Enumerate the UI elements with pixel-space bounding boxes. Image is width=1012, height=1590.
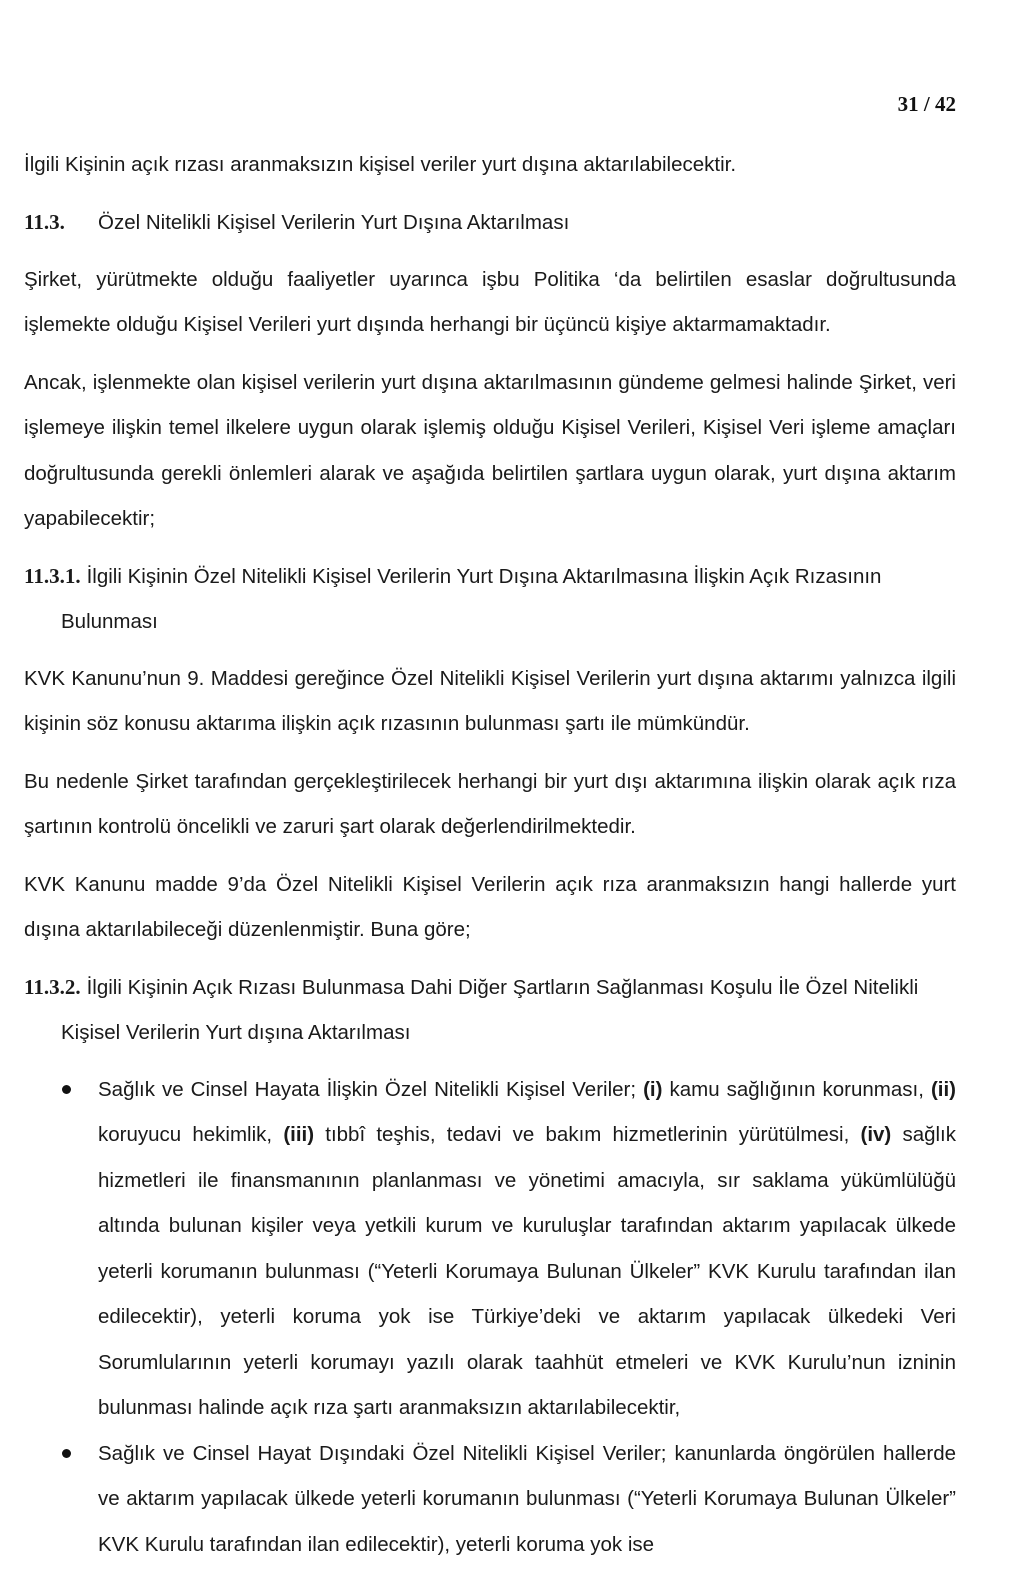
paragraph-article-9: KVK Kanunu’nun 9. Maddesi gereğince Özel Nitelikli Kişisel Verilerin yurt dışına aktarımı yalnızca ilgili kişinin söz konusu aktarıma ilişkin açık rızasının bulunması şartı ile mümkündür. <box>24 666 956 735</box>
bullet-text: koruyucu hekimlik, <box>98 1123 284 1146</box>
section-heading-11-3-1 <box>24 554 956 644</box>
roman-numeral: (i) <box>643 1077 663 1101</box>
roman-numeral: (ii) <box>930 1077 956 1101</box>
section-heading-11-3-2 <box>24 965 956 1055</box>
roman-numeral: (iii) <box>283 1123 315 1146</box>
paragraph-company-policy: Şirket, yürütmekte olduğu faaliyetler uyarınca işbu Politika ‘da belirtilen esaslar doğrultusunda işlemekte olduğu Kişisel Verileri yurt dışında herhangi bir üçüncü kişiye aktarmamaktadır. <box>24 267 956 336</box>
bullet-text: kamu sağlığının korunması, <box>662 1077 931 1101</box>
bullet-icon <box>62 1085 71 1094</box>
section-number: 11.3.1. <box>24 563 81 588</box>
paragraph-consent-priority: Bu nedenle Şirket tarafından gerçekleştirilecek herhangi bir yurt dışı aktarımına ilişkin olarak açık rıza şartının kontrolü öncelikli ve zaruri şart olarak değerlendirilmektedir. <box>24 769 956 838</box>
bullet-text: tıbbî teşhis, tedavi ve bakım hizmetlerinin yürütülmesi, <box>314 1123 861 1146</box>
section-title: İlgili Kişinin Açık Rızası Bulunmasa Dahi Diğer Şartların Sağlanması Koşulu İle Özel Nitelikli Kişisel Verilerin Yurt dışına Aktarılması <box>61 975 919 1044</box>
section-title: Özel Nitelikli Kişisel Verilerin Yurt Dışına Aktarılması <box>98 210 570 234</box>
paragraph-intro: İlgili Kişinin açık rızası aranmaksızın kişisel veriler yurt dışına aktarılabilecektir. <box>24 153 737 176</box>
bullet-text: Sağlık ve Cinsel Hayat Dışındaki Özel Nitelikli Kişisel Veriler; kanunlarda öngörülen hallerde ve aktarım yapılacak ülkede yeterli korumanın bulunması (“Yeterli Korumaya Bulunan Ülkeler” KVK Kurulu tarafından ilan edilecektir), yeterli koruma yok ise <box>98 1441 956 1556</box>
section-number: 11.3.2. <box>24 974 81 999</box>
document-body <box>24 142 956 1567</box>
bullet-text: sağlık hizmetleri ile finansmanının planlanması ve yönetimi amacıyla, sır saklama yükümlülüğü altında bulunan kişiler veya yetkili kurum ve kuruluşlar tarafından aktarım yapılacak ülkede yeterli korumanın bulunması (“Yeterli Korumaya Bulunan Ülkeler” KVK Kurulu tarafından ilan edilecektir), yeterli koruma yok ise Türkiye’deki ve aktarım yapılacak ülkedeki Veri Sorumlularının yeterli korumayı yazılı olarak taahhüt etmeleri ve KVK Kurulu’nun izninin bulunması halinde açık rıza şartı aranmaksızın aktarılabilecektir, <box>98 1123 956 1419</box>
page-number: 31 / 42 <box>897 92 956 116</box>
paragraph-transfer-conditions: Ancak, işlenmekte olan kişisel verilerin yurt dışına aktarılmasının gündeme gelmesi halinde Şirket, veri işlemeye ilişkin temel ilkelere uygun olarak işlemiş olduğu Kişisel Verileri, Kişisel Veri işleme amaçları doğrultusunda gerekli önlemleri alarak ve aşağıda belirtilen şartlara uygun olarak, yurt dışına aktarım yapabilecektir; <box>24 370 956 530</box>
paragraph-exceptions: KVK Kanunu madde 9’da Özel Nitelikli Kişisel Verilerin açık rıza aranmaksızın hangi hallerde yurt dışına aktarılabileceği düzenlenmiştir. Buna göre; <box>24 872 956 941</box>
bullet-icon <box>62 1449 71 1458</box>
section-title: İlgili Kişinin Özel Nitelikli Kişisel Verilerin Yurt Dışına Aktarılmasına İlişkin Açık Rızasının Bulunması <box>61 564 882 633</box>
section-number: 11.3. <box>24 209 65 234</box>
section-heading-11-3 <box>24 200 956 245</box>
list-item <box>24 1067 956 1431</box>
bullet-list <box>24 1067 956 1568</box>
roman-numeral: (iv) <box>860 1123 892 1146</box>
bullet-text: Sağlık ve Cinsel Hayata İlişkin Özel Nitelikli Kişisel Veriler; <box>98 1077 644 1101</box>
list-item <box>24 1431 956 1568</box>
